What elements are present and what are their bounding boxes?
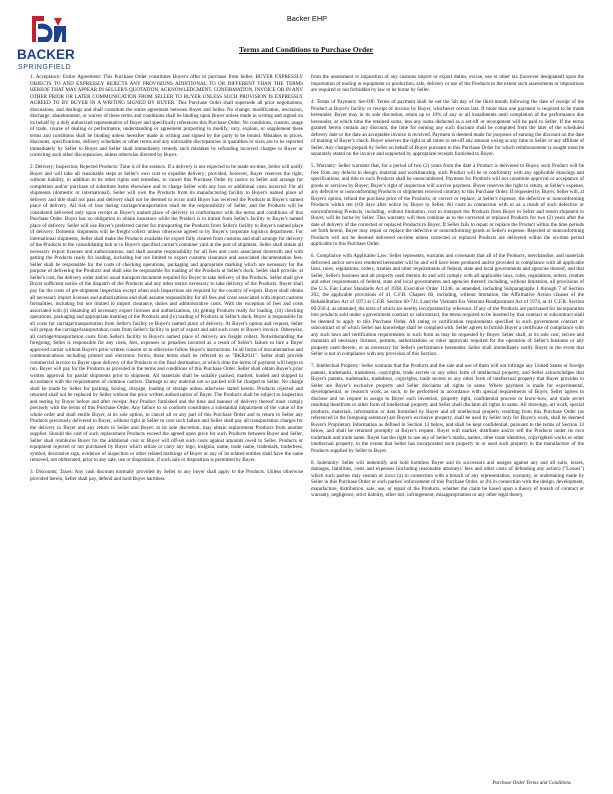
section-discounts-taxes: 3. Discounts; Taxes: Any cash discount normally provided by Seller to any buyer shall apply to the Products. Unless otherwise provided herein, Seller shall pay, defend and hold Buyer harmless — [30, 469, 303, 482]
section-acceptance: 1. Acceptance; Entire Agreement: This Purchase Order constitutes Buyer's offer to purchase from Seller. BUYER EXPRESSLY OBJECTS TO AND EXPRESSLY REJECTS ANY PROVISIONS ADDITIONAL TO OR DIFFERENT THAN THE TERMS HEREOF THAT MAY APPEAR IN SELLER'S QUOTATION, ACKNOWLEDGMENT, CONFIRMATION, INVOICE OR IN ANY OTHER PRIOR OR LATER COMMUNICATION FROM SELLER TO BUYER UNLESS SUCH PROVISION IS EXPRESSLY AGREED TO BY BUYER IN A WRITING SIGNED BY BUYER. This Purchase Order shall supersede all prior negotiations, discussions, and dealings and shall constitute the entire agreement between Buyer and Seller. No change, modification, rescission, discharge, abandonment, or waiver of these terms and conditions shall be binding upon Buyer unless made in writing and signed on its behalf by a duly authorized representative of Buyer and specifically references this Purchase Order. No conditions, custom, usage of trade, course of dealing or performance, understanding or agreement purporting to modify, vary, explain, or supplement these terms and conditions shall be binding unless hereafter made in writing and signed by the party to be bound. Mistakes in prices, discounts, specifications, delivery schedules or other terms and any noticeable discrepancies in quantities or sizes are to be reported immediately by Seller to Buyer and Seller shall immediately remedy such mistakes by refunding incorrect charges to Buyer or correcting such other discrepancies, unless otherwise directed by Buyer. — [30, 74, 303, 159]
logo-text-backer: BACKER — [17, 47, 75, 62]
logo-text-springfield: SPRINGFIELD — [18, 64, 72, 71]
backer-springfield-logo — [14, 12, 94, 78]
section-discounts-taxes-continued: from the assessment or imposition of any customs import or export duties, excise, use or other tax (however designated) upon the importation of tooling or equipment or production, sale, delivery or use of the Products to the extent such assessments or impositions are required or not forbidden by law to be borne by Seller. — [311, 74, 584, 94]
terms-column-right — [311, 74, 584, 786]
terms-column-left — [30, 74, 303, 786]
section-compliance: 6. Compliance with Applicable Law: Seller represents, warrants and covenants that all of the Products, merchandise, and materials delivered and/or services rendered hereunder will be and will have been produced and/or provided in compliance with all applicable laws, rules, regulations, orders, treaties and other requirements of federal, state and local governments and agencies thereof, and that Seller, Seller's business and all property used therein do and will comply with all applicable laws, rules, regulations, orders, treaties and other requirements of federal, state and local governments and agencies thereof; including, without limitation, all provisions of the U.S. Fair Labor Standards Act of 1938, Executive Order 11246, as amended, including Subparagraphs 1 through 7 of Section 202, the applicable provisions of 41 C.F.R. Chapter 60, including, without limitation, the Affirmative Action clauses of the Rehabilitation Act of 1973 at C.F.R. Section 60-741.4 and the Vietnam Era Veterans Readjustment Act of 1974, at 41 C.F.R. Section 60-250.4, as amended, the texts of which are hereby incorporated by reference. If any of the Products are purchased for incorporation into products sold under a government contract or subcontract, the terms required to be inserted by that contract or subcontract shall be deemed to apply to this Purchase Order. All rating or certification requirements specified in such government contract or subcontract or of which Seller has knowledge shall be complied with. Seller agrees to furnish Buyer a certificate of compliance with any such laws and certification requirements in such form as may be requested by Buyer. Seller shall, at its sole cost, secure and maintain all necessary licenses, permits, authorizations or other approvals required for the operation of Seller's business or any property used therein, or as necessary for Seller's performance hereunder. Seller shall immediately notify Buyer in the event that Seller is not in compliance with any provision of this Section. — [311, 253, 584, 358]
section-warranty: 5. Warranty: Seller warrants that, for a period of two (2) years from the date a Product is delivered to Buyer, such Product will be free from any defects in design, material and workmanship, such Product will be in conformity with any applicable drawings and specifications, and title to such Products shall be unencumbered. Payment for Products will not constitute approval or acceptance of goods or services by Buyer; Buyer's right of inspection will survive payment. Buyer reserves the right to return, at Seller's expense, any defective or nonconforming Products or shipments received contrary to this Purchase Order. If requested by Buyer, Seller will, at Buyer's option, refund the purchase price of the Products, or correct or replace, at Seller's expense, the defective or nonconforming Products within ten (10) days after notice by Buyer to Seller. All costs in connection with or as a result of such defective or nonconforming Products, including, without limitation, cost to transport the Products from Buyer to Seller and return shipment to Buyer, will be borne by Seller. This warranty will then continue as to the corrected or replaced Products for two (2) years after the date of delivery of the corrected or replaced Products to Buyer. If Seller fails to repair or replace the Product within the time periods set forth herein, Buyer may repair or replace the defective or nonconforming goods at Seller's expense. Rejected or nonconforming Products will not be deemed delivered on-time unless corrected or replaced Products are delivered within the on-time period applicable to this Purchase Order. — [311, 163, 584, 248]
logo-mark-icon — [32, 16, 66, 42]
section-intellectual-property: 7. Intellectual Property: Seller warrants that the Products and the sale and use of them will not infringe any United States or foreign patents, trademarks, tradedress, copyrights, trade secrets or any other form of intellectual property, and Seller acknowledges that Buyer's patents, trademarks, tradedress, copyrights, trade secrets or any other form of intellectual property that Buyer provides to Seller are Buyer's exclusive property and Seller disclaims all rights in same. Where payment is made for experimental, developmental, or research work, as such, to be performed in accordance with special requirements of Buyer, Seller agrees to disclose and on request to assign to Buyer each invention, property right, confidential process or know-how, and trade secret resulting therefrom or other form of intellectual property and Seller shall disclaim all rights in same. All drawings, art work, special products, materials, information or data furnished by Buyer and all intellectual property resulting from this Purchase Order (as referenced in the foregoing sentence) are Buyer's exclusive property, shall be used by Seller only for Buyer's work, shall be deemed Buyer's Proprietary Information as defined in Section 13 below, and shall be kept confidential, pursuant to the terms of Section 13 below, and shall be returned promptly at Buyer's request. Buyer will market, distribute and/or sell the Products under its own trademark and trade name. Buyer has the right to use any of Seller's marks, names, other trade identities, copyrighted works or other intellectual property, to the extent that Seller has incorporated such property in or used such property in the manufacture of the Products supplied by Seller to Buyer. — [311, 363, 584, 454]
section-delivery: 2. Delivery; Inspection; Rejected Products: Time is of the essence. If a delivery is not expected to be made on-time, Seller will notify Buyer and will take all reasonable steps at Seller's own cost to expedite delivery; provided, however, Buyer reserves the right, without liability, in addition to its other rights and remedies, to cancel this Purchase Order by notice to Seller and arrange for completion and/or purchase of substitute items elsewhere and to charge Seller with any loss or additional costs incurred. For all shipments (domestic or international), Seller will own the Products from its manufacturing facility to Buyer's named place of delivery and title shall not pass and delivery shall not be deemed to occur until Buyer has received the Products at Buyer's named place of delivery. All risk of loss during carriage/transportation shall be the responsibility of Seller, and the Products will be considered delivered only upon receipt at Buyer's named place of delivery in conformance with the terms and conditions of this Purchase Order. Buyer has no obligation to obtain insurance while the Product is in transit from Seller's facility to Buyer's named place of delivery. Seller will use Buyer's preferred carrier for transporting the Products from Seller's facility to Buyer's named place of delivery. Domestic shipments will be freight collect unless otherwise agreed to by Buyer's corporate logistics department. For international shipments, Seller shall make the Products available for export fully cleared from customs and shall arrange for delivery of the Products to the consolidating hub or to Buyer's specified carrier's container yard at the port of shipment. Seller shall obtain all necessary export licenses and authorizations, and shall assume responsibility for all fees and costs associated therewith and with getting the Products ready for loading, including but not limited to export customs clearance and associated documentation fees. Seller shall be responsible for the costs of checking operations, packaging and appropriate marking which are necessary for the purpose of delivering the Products and shall also be responsible for loading of the Products at Seller's dock. Seller shall provide, at Seller's cost, the delivery order and/or usual transport document required for Buyer to take delivery of the Products. Seller shall give Buyer sufficient notice of the dispatch of the Products and any other notice necessary to take delivery of the Products. Buyer shall pay for the costs of pre-shipment inspection except when such inspections are required by the country of export. Buyer shall obtain all necessary import licenses and authorizations and shall assume responsibility for all fees and costs associated with import customs formalities, including but not limited to import clearance, duties and administrative costs. With the exception of fees and costs associated with (i) obtaining all necessary export licenses and authorizations, (ii) getting Products ready for loading, (iii) checking operations, packaging and appropriate marking of the Products and (iv) loading of Products at Seller's dock, Buyer is responsible for all costs for carriage/transportation from Seller's facility to Buyer's named place of delivery. At Buyer's option and request, Seller will prepay the carriage/transportation costs from Seller's facility to port of export and add such costs to Buyer's invoice. Otherwise, all carriage/transportation costs from Seller's facility to Buyer's named place of delivery are freight collect. Notwithstanding the foregoing, Seller is responsible for any costs, fees, expenses or penalties incurred as a result of Seller's failure to hire a Buyer approved carrier without Buyer's prior written consent or to otherwise follow Buyer's instructions. In all forms of documentation and communications including printed and electronic forms, these terms shall be referred to as "BKR2011". Seller shall provide commercial invoice to Buyer upon delivery of the Products to the final destination, at which time the terms of payment will begin to run. Buyer will pay for the Products as provided in the terms and conditions of this Purchase Order. Seller shall obtain Buyer's prior written approval for partial shipments prior to shipment. All materials shall be suitably packed, marked, loaded and shipped in accordance with the requirements of common carriers. Damage to any material not so packed will be charged to Seller. No charge shall be made by Seller for packing, boxing, drayage, loading or storage unless otherwise stated herein. Products rejected and returned shall not be replaced by Seller without the prior written authorization of Buyer. The Products shall be subject to inspection and testing by Buyer before and after receipt. Any Product furnished and the time and manner of delivery thereof must comply precisely with the terms of this Purchase Order. Any failure to so conform constitutes a substantial impairment of the value of the whole order and shall entitle Buyer, at its sole option, to cancel all or any part of this Purchase Order and to return to Seller any Products previously delivered to Buyer, without right in Seller to cure such failure and Seller shall pay all transportation charges for the delivery to Buyer and any return to Seller and Buyer, at its sole discretion, may obtain replacement Products from another supplier. Should the cost of such replacement Products exceed the agreed upon price for such Products between Buyer and Seller, Seller shall reimburse Buyer for the additional cost or Buyer will off-set such costs against amounts owed to Seller. Products or equipment rejected or not purchased by Buyer which utilize or carry any logo, insignia, name, trade name, trademark, tradedress, symbol, decorative sign, evidence of inspection or other related markings of Buyer or any of its related entities shall have the same removed, not obliterated, prior to any sale, use or disposition, if such sale or disposition is permitted by Buyer. — [30, 164, 303, 464]
section-indemnity: 8. Indemnity: Seller will indemnify and hold harmless Buyer and its successors and assigns against any and all suits, losses, damages, liabilities, costs and expenses (including reasonable attorneys' fees and other costs of defending any action) ("Losses") which such parties may sustain or incur (a) in connection with a breach of any representation, warranty, or undertaking made by Seller in this Purchase Order or such parties' enforcement of this Purchase Order, or (b) in connection with the design, development, manufacture, distribution, sale, use, or repair of the Products, whether the claim be based upon a theory of breach of contract or warranty, negligence, strict liability, other tort, infringement, misappropriation or any other legal theory, — [311, 459, 584, 499]
document-title: Terms and Conditions to Purchase Order — [239, 45, 373, 54]
footer-note: Purchase Order Terms and Conditions — [492, 780, 571, 786]
brand-name: Backer EHP — [286, 14, 328, 23]
section-terms-of-payment: 4. Terms of Payment; Set-Off: Terms of payment shall be net the 5th day of the third month following the date of receipt of the Product at Buyer's facility or receipt of invoice by Buyer, whichever occurs last. If more than one payment is required to be made hereunder, Buyer may in its sole discretion, retain up to 10% of any or all installments until completion of the performance due hereunder, at which time the retained sums, less any sums deducted as a set-off or recoupment will be paid to Seller. If the terms granted herein contain any discount, the time for earning any such discount shall be computed from the later of the scheduled delivery date or the date an acceptable invoice is received. Payment is deemed made for purposes of earning the discount on the date of mailing of Buyer's check. Buyer reserves the right at all times to set-off any amount owing at any time to Seller or any affiliate of Seller. Any charges prepaid by Seller on behalf of Buyer pursuant to this Purchase Order for which reimbursement is sought must be separately stated on the invoice and supported by appropriate receipts furnished to Buyer. — [311, 99, 584, 158]
